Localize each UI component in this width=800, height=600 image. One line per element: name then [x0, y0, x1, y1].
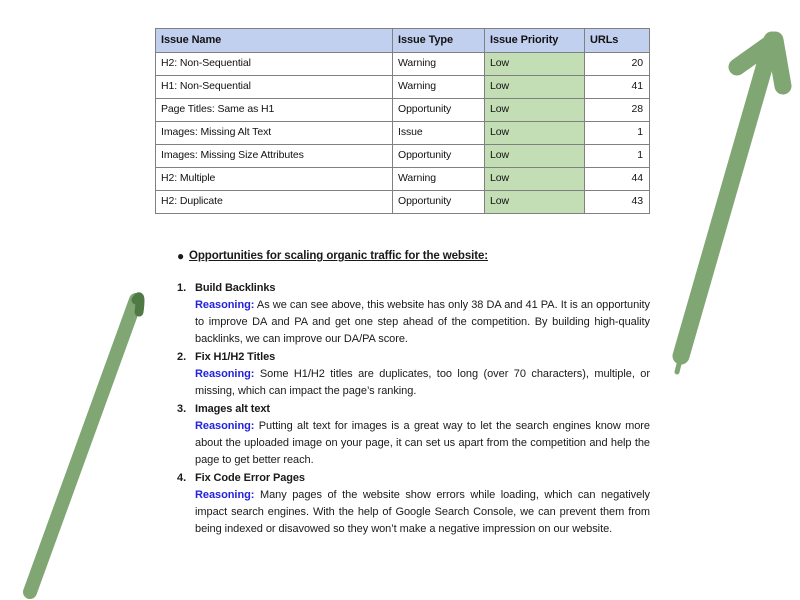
arrow-head-icon	[737, 40, 783, 86]
cell-urls: 44	[585, 168, 650, 191]
table-row	[156, 168, 650, 191]
table-row	[156, 99, 650, 122]
cell-urls: 43	[585, 191, 650, 214]
cell-issue-name: Images: Missing Alt Text	[156, 122, 393, 145]
cell-issue-type: Opportunity	[393, 145, 485, 168]
reasoning-label: Reasoning:	[195, 420, 255, 432]
table-row	[156, 145, 650, 168]
cell-issue-priority: Low	[485, 53, 585, 76]
cell-issue-priority: Low	[485, 122, 585, 145]
list-item	[155, 349, 650, 400]
bullet-point-icon: ●	[177, 249, 185, 263]
cell-issue-type: Warning	[393, 168, 485, 191]
cell-urls: 20	[585, 53, 650, 76]
section-heading	[177, 248, 650, 264]
list-item-title: Images alt text	[195, 403, 270, 415]
cell-issue-name: H2: Duplicate	[156, 191, 393, 214]
cell-issue-priority: Low	[485, 168, 585, 191]
upward-trend-arrow-right	[677, 40, 783, 372]
list-item-reasoning	[195, 487, 650, 538]
cell-issue-priority: Low	[485, 191, 585, 214]
section-heading-label: Opportunities for scaling organic traffic for the website:	[189, 250, 488, 262]
list-item-title: Build Backlinks	[195, 282, 276, 294]
reasoning-label: Reasoning:	[195, 489, 255, 501]
recommendation-list	[155, 280, 650, 538]
reasoning-text: Many pages of the website show errors while loading, which can negatively impact search engines. With the help of Google Search Console, we can prevent them from being indexed or disavowed so they won’t make a negative impression on our website.	[195, 489, 650, 535]
table-row	[156, 191, 650, 214]
table-header	[156, 29, 650, 53]
cell-issue-type: Warning	[393, 76, 485, 99]
cell-urls: 28	[585, 99, 650, 122]
list-item	[155, 280, 650, 348]
arrow-shaft-partial-icon	[30, 300, 136, 592]
issues-table-container	[155, 28, 649, 214]
table-row	[156, 122, 650, 145]
list-item-number: 1.	[177, 282, 187, 294]
cell-issue-name: H2: Multiple	[156, 168, 393, 191]
reasoning-text: Putting alt text for images is a great way to let the search engines know more about the uploaded image on your page, it can set us apart from the competition and help the page to get better reach.	[195, 420, 650, 466]
list-item-title: Fix Code Error Pages	[195, 472, 305, 484]
column-header-issue-type: Issue Type	[393, 29, 485, 53]
cell-urls: 1	[585, 145, 650, 168]
cell-issue-name: H2: Non-Sequential	[156, 53, 393, 76]
table-row	[156, 53, 650, 76]
column-header-issue-name: Issue Name	[156, 29, 393, 53]
reasoning-label: Reasoning:	[195, 368, 255, 380]
reasoning-text: Some H1/H2 titles are duplicates, too long (over 70 characters), multiple, or missing, which can impact the page’s ranking.	[195, 368, 650, 397]
cell-issue-name: Images: Missing Size Attributes	[156, 145, 393, 168]
list-item-number: 2.	[177, 351, 187, 363]
column-header-issue-priority: Issue Priority	[485, 29, 585, 53]
cell-issue-type: Issue	[393, 122, 485, 145]
cell-issue-priority: Low	[485, 76, 585, 99]
cell-issue-type: Opportunity	[393, 99, 485, 122]
list-item	[155, 401, 650, 469]
list-item-reasoning	[195, 418, 650, 469]
site-issues-table	[155, 28, 650, 214]
table-row	[156, 76, 650, 99]
cell-issue-priority: Low	[485, 145, 585, 168]
table-body	[156, 53, 650, 214]
cell-issue-priority: Low	[485, 99, 585, 122]
list-item-reasoning	[195, 366, 650, 400]
cell-urls: 41	[585, 76, 650, 99]
recommendations-section	[155, 248, 650, 539]
cell-issue-type: Warning	[393, 53, 485, 76]
table-header-row	[156, 29, 650, 53]
list-item-number: 4.	[177, 472, 187, 484]
cell-issue-type: Opportunity	[393, 191, 485, 214]
cell-issue-name: H1: Non-Sequential	[156, 76, 393, 99]
arrow-tail-taper-icon	[677, 356, 681, 372]
arrow-shaft-icon	[681, 40, 772, 356]
cell-issue-name: Page Titles: Same as H1	[156, 99, 393, 122]
arrow-head-partial-icon	[136, 297, 140, 312]
reasoning-text: As we can see above, this website has only 38 DA and 41 PA. It is an opportunity to improve DA and PA and get one step ahead of the competition. By building high-quality backlinks, we can improve our DA/PA score.	[195, 299, 650, 345]
upward-trend-arrow-left	[30, 297, 140, 592]
list-item-number: 3.	[177, 403, 187, 415]
column-header-urls: URLs	[585, 29, 650, 53]
cell-urls: 1	[585, 122, 650, 145]
list-item-reasoning	[195, 297, 650, 348]
reasoning-label: Reasoning:	[195, 299, 255, 311]
list-item	[155, 470, 650, 538]
list-item-title: Fix H1/H2 Titles	[195, 351, 276, 363]
